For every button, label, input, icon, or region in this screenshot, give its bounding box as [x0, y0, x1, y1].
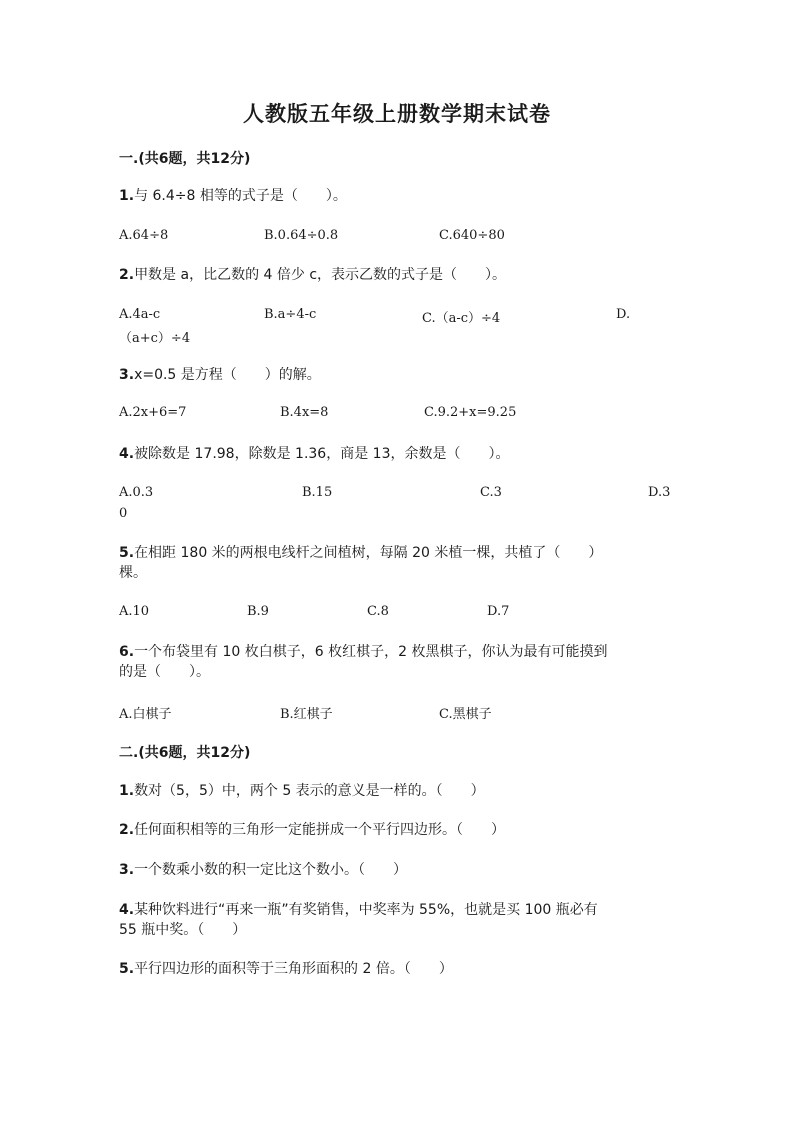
question-number: 6.	[119, 644, 135, 660]
question-number: 4.	[119, 902, 135, 918]
section-heading-1: 一.(共6题，共12分)	[119, 151, 251, 167]
question-number: 1.	[119, 188, 135, 204]
option-a[interactable]: A.0.3	[119, 485, 154, 500]
option-c[interactable]: C.（a-c）÷4	[422, 311, 501, 326]
options-row-1-1	[119, 228, 679, 248]
options-row-1-5	[119, 604, 679, 624]
question-text: 在相距 180 米的两根电线杆之间植树，每隔 20 米植一棵，共植了（ ）	[134, 545, 603, 561]
option-b[interactable]: B.4x=8	[280, 405, 329, 420]
option-c[interactable]: C.8	[367, 604, 389, 619]
option-d-continued: 0	[119, 506, 128, 521]
option-b[interactable]: B.15	[302, 485, 333, 500]
question-text: 数对（5，5）中，两个 5 表示的意义是一样的。（ ）	[134, 783, 485, 799]
section-heading-2: 二.(共6题，共12分)	[119, 745, 251, 761]
option-d[interactable]: D.	[616, 307, 631, 322]
question-number: 3.	[119, 862, 135, 878]
question-text: 一个数乘小数的积一定比这个数小。（ ）	[134, 862, 408, 878]
options-row-1-3	[119, 405, 679, 425]
question-number: 5.	[119, 545, 135, 561]
question-2-4	[119, 900, 675, 940]
option-b[interactable]: B.9	[247, 604, 269, 619]
question-1-6	[119, 642, 675, 682]
option-c[interactable]: C.黑棋子	[439, 707, 492, 722]
option-a[interactable]: A.4a-c	[119, 307, 161, 322]
option-b[interactable]: B.0.64÷0.8	[264, 228, 339, 243]
question-number: 2.	[119, 822, 135, 838]
question-text: 被除数是 17.98，除数是 1.36，商是 13，余数是（ ）。	[134, 446, 510, 462]
option-a[interactable]: A.2x+6=7	[119, 405, 187, 420]
option-c[interactable]: C.3	[480, 485, 502, 500]
question-text: 一个布袋里有 10 枚白棋子，6 枚红棋子，2 枚黑棋子，你认为最有可能摸到	[134, 644, 608, 660]
question-number: 1.	[119, 783, 135, 799]
question-text-continued: 55 瓶中奖。（ ）	[119, 922, 247, 938]
question-text-continued: 棵。	[119, 565, 147, 581]
question-text: 与 6.4÷8 相等的式子是（ ）。	[134, 188, 347, 204]
option-d[interactable]: D.3	[648, 485, 671, 500]
question-text-continued: 的是（ ）。	[119, 664, 210, 680]
options-row-1-2	[119, 307, 679, 327]
question-2-5	[119, 959, 675, 979]
options-row-1-4	[119, 485, 679, 505]
option-c[interactable]: C.640÷80	[439, 228, 505, 243]
option-b[interactable]: B.红棋子	[280, 707, 333, 722]
question-text: 平行四边形的面积等于三角形面积的 2 倍。（ ）	[134, 961, 453, 977]
question-1-1	[119, 186, 675, 206]
question-1-5	[119, 543, 675, 583]
question-number: 5.	[119, 961, 135, 977]
page-title: 人教版五年级上册数学期末试卷	[243, 101, 551, 126]
option-d-continued: （a+c）÷4	[119, 331, 191, 346]
question-1-3	[119, 365, 675, 385]
question-2-3	[119, 860, 675, 880]
option-a[interactable]: A.白棋子	[119, 707, 172, 722]
question-2-2	[119, 820, 675, 840]
question-2-1	[119, 781, 675, 801]
question-text: x=0.5 是方程（ ）的解。	[134, 367, 321, 383]
option-a[interactable]: A.64÷8	[119, 228, 169, 243]
question-number: 3.	[119, 367, 135, 383]
question-number: 4.	[119, 446, 135, 462]
question-1-4	[119, 444, 675, 464]
question-text: 某种饮料进行“再来一瓶”有奖销售，中奖率为 55%，也就是买 100 瓶必有	[134, 902, 598, 918]
option-a[interactable]: A.10	[119, 604, 150, 619]
question-text: 任何面积相等的三角形一定能拼成一个平行四边形。（ ）	[134, 822, 506, 838]
question-number: 2.	[119, 267, 135, 283]
question-text: 甲数是 a，比乙数的 4 倍少 c，表示乙数的式子是（ ）。	[134, 267, 507, 283]
options-row-1-6	[119, 703, 679, 723]
option-c[interactable]: C.9.2+x=9.25	[424, 405, 517, 420]
option-b[interactable]: B.a÷4-c	[264, 307, 317, 322]
question-1-2	[119, 265, 675, 285]
option-d[interactable]: D.7	[487, 604, 510, 619]
